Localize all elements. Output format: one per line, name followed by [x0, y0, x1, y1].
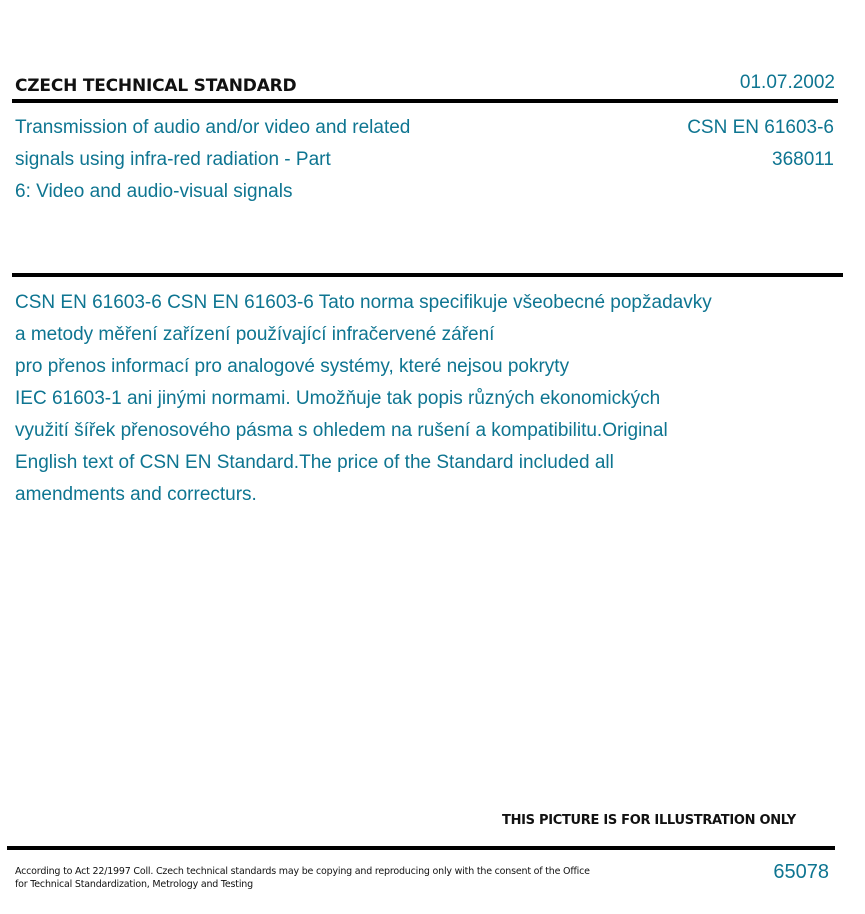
standard-description	[15, 287, 845, 511]
document-type-heading: CZECH TECHNICAL STANDARD	[15, 76, 297, 96]
section-rule	[12, 273, 843, 277]
legal-line: According to Act 22/1997 Coll. Czech technical standards may be copying and reproducing only with the consent of the Office	[15, 866, 590, 877]
description-line: pro přenos informací pro analogové systémy, které nejsou pokryty	[15, 356, 570, 377]
description-line: IEC 61603-1 ani jinými normami. Umožňuje tak popis různých ekonomických	[15, 388, 661, 409]
catalog-number: 65078	[773, 861, 829, 883]
description-line: CSN EN 61603-6 CSN EN 61603-6 Tato norma specifikuje všeobecné popžadavky	[15, 292, 712, 313]
publication-date: 01.07.2002	[739, 72, 835, 93]
description-line: English text of CSN EN Standard.The price of the Standard included all	[15, 452, 614, 473]
class-number: 368011	[772, 149, 834, 170]
standard-title-line: signals using infra-red radiation - Part	[15, 149, 331, 170]
footer-rule	[7, 846, 835, 850]
legal-notice	[15, 865, 590, 891]
standard-title-line: Transmission of audio and/or video and related	[15, 117, 411, 138]
legal-line: for Technical Standardization, Metrology and Testing	[15, 879, 253, 890]
description-line: amendments and correcturs.	[15, 484, 257, 505]
header-rule	[12, 99, 838, 103]
standard-title-line: 6: Video and audio-visual signals	[15, 181, 293, 202]
description-line: využití šířek přenosového pásma s ohledem na rušení a kompatibilitu.Original	[15, 420, 668, 441]
illustration-note: THIS PICTURE IS FOR ILLUSTRATION ONLY	[502, 813, 796, 828]
description-line: a metody měření zařízení používající infračervené záření	[15, 324, 495, 345]
standard-code: CSN EN 61603-6	[687, 117, 834, 138]
